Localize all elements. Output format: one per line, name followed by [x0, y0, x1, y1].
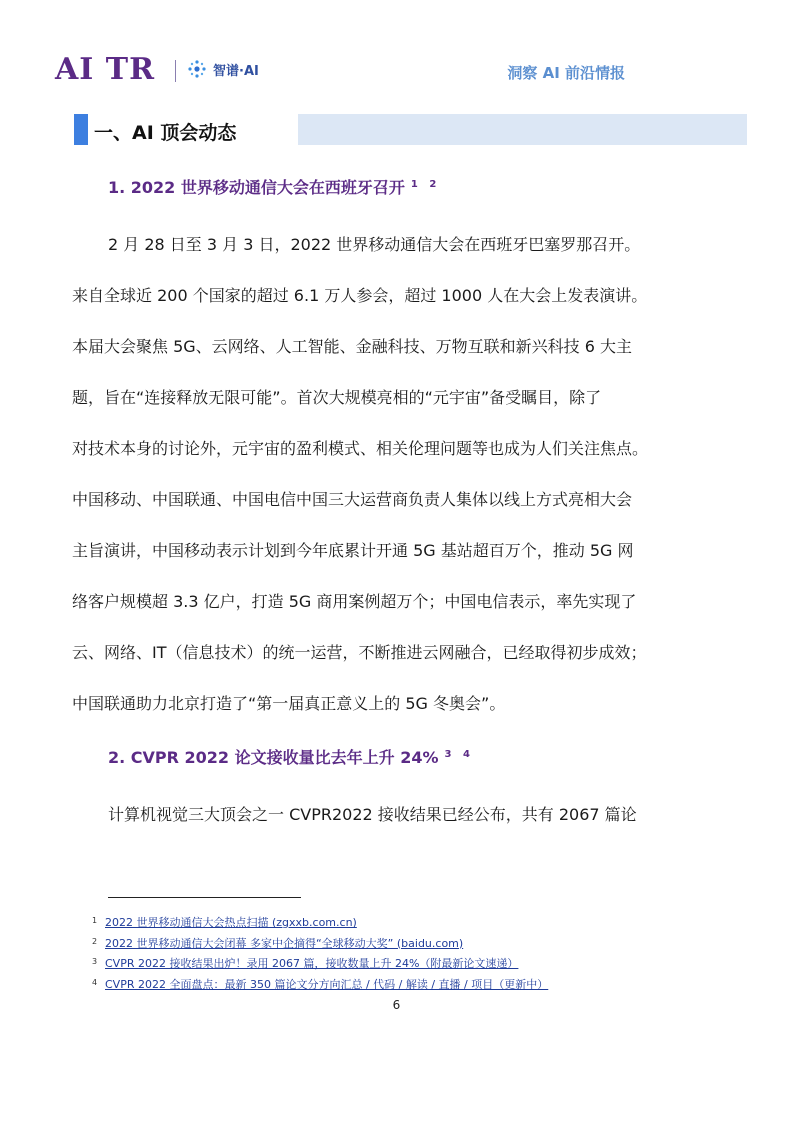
paragraph-cvpr [72, 789, 722, 840]
footnote-number: 2 [92, 936, 98, 946]
footnote-refs-1: 1 2 [410, 179, 441, 190]
text-line: 云、网络、IT（信息技术）的统一运营，不断推进云网融合，已经取得初步成效； [72, 643, 647, 662]
zhipu-dots-icon [187, 59, 207, 79]
text-line: 2 月 28 日至 3 月 3 日，2022 世界移动通信大会在西班牙巴塞罗那召开。 [108, 235, 641, 254]
subheading-cvpr-text: 2. CVPR 2022 论文接收量比去年上升 24% [108, 748, 439, 767]
aitr-logo: AI TR [55, 52, 156, 87]
text-line: 来自全球近 200 个国家的超过 6.1 万人参会，超过 1000 人在大会上发表演讲。 [72, 286, 648, 305]
footnote-item [92, 914, 742, 935]
page-number: 6 [392, 998, 401, 1012]
footnote-item [92, 955, 742, 976]
footnote-item [92, 976, 742, 997]
header-slogan: 洞察 AI 前沿情报 [507, 64, 625, 82]
logo-divider [175, 60, 176, 82]
footnote-number: 4 [92, 977, 98, 987]
text-line: 题，旨在“连接释放无限可能”。首次大规模亮相的“元宇宙”备受瞩目，除了 [72, 388, 602, 407]
text-line: 中国移动、中国联通、中国电信中国三大运营商负责人集体以线上方式亮相大会 [72, 490, 633, 509]
footnote-number: 3 [92, 957, 98, 966]
page-header [55, 52, 745, 92]
text-line: 本届大会聚焦 5G、云网络、人工智能、金融科技、万物互联和新兴科技 6 大主 [72, 337, 633, 356]
paragraph-mwc [72, 219, 722, 729]
subheading-cvpr [108, 745, 474, 768]
text-line: 中国联通助力北京打造了“第一届真正意义上的 5G 冬奥会”。 [72, 694, 506, 713]
footnote-link[interactable]: CVPR 2022 全面盘点：最新 350 篇论文分方向汇总 / 代码 / 解读 / 直播 / 项目（更新中） [105, 977, 549, 991]
section-title: 一、AI 顶会动态 [94, 122, 237, 144]
text-line: 对技术本身的讨论外，元宇宙的盈利模式、相关伦理问题等也成为人们关注焦点。 [72, 439, 649, 458]
section-marker [74, 114, 88, 145]
subheading-mwc-text: 1. 2022 世界移动通信大会在西班牙召开 [108, 178, 405, 197]
footnotes [92, 914, 742, 996]
section-heading-bar [74, 114, 747, 145]
footnote-link[interactable]: 2022 世界移动通信大会闭幕 多家中企摘得“全球移动大奖” (baidu.com) [105, 936, 464, 950]
footnote-rule [108, 897, 301, 898]
subheading-mwc [108, 175, 440, 198]
text-line: 计算机视觉三大顶会之一 CVPR2022 接收结果已经公布，共有 2067 篇论 [108, 805, 637, 824]
footnote-number: 1 [92, 916, 98, 925]
zhipu-label: 智谱·AI [213, 63, 259, 79]
footnote-refs-2: 3 4 [444, 749, 474, 760]
footnote-link[interactable]: 2022 世界移动通信大会热点扫描 (zgxxb.com.cn) [105, 916, 357, 929]
footnote-link[interactable]: CVPR 2022 接收结果出炉！录用 2067 篇，接收数量上升 24%（附最新论文速递） [105, 957, 519, 970]
footnote-item [92, 935, 742, 956]
text-line: 络客户规模超 3.3 亿户，打造 5G 商用案例超万个；中国电信表示，率先实现了 [72, 592, 637, 611]
text-line: 主旨演讲，中国移动表示计划到今年底累计开通 5G 基站超百万个，推动 5G 网 [72, 541, 634, 560]
zhipu-logo [187, 59, 259, 79]
